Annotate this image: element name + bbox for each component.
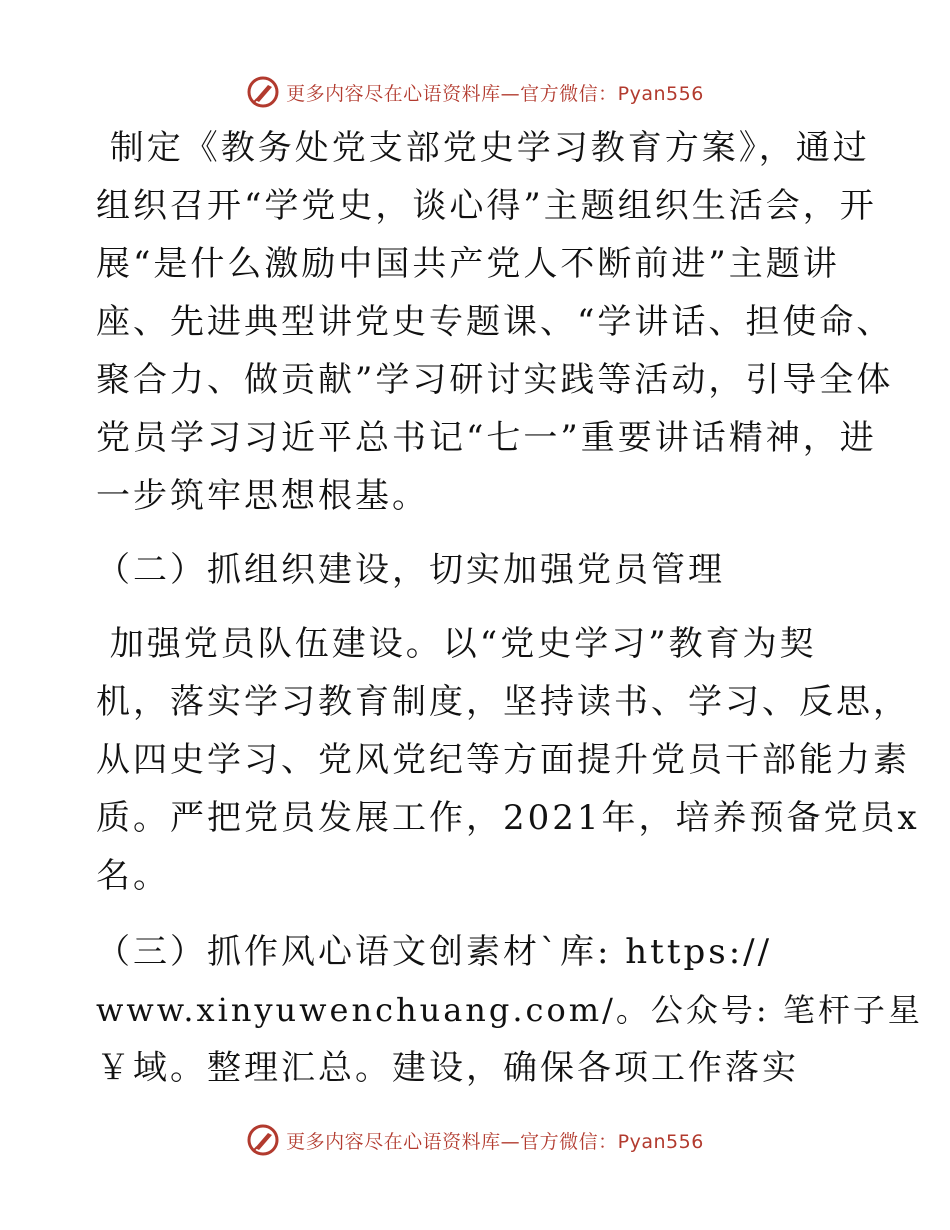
paragraph-line: 质。严把党员发展工作，2021年，培养预备党员x	[96, 798, 920, 838]
top-watermark	[0, 72, 950, 112]
paragraph-line: 座、先进典型讲党史专题课、“学讲话、担使命、	[96, 302, 894, 342]
quill-pen-logo-icon	[246, 75, 280, 109]
watermark-text: 更多内容尽在心语资料库—官方微信：Pyan556	[286, 82, 704, 105]
bottom-watermark	[0, 1120, 950, 1160]
paragraph-line: 组织召开“学党史，谈心得”主题组织生活会，开	[96, 186, 877, 226]
paragraph-line: 加强党员队伍建设。以“党史学习”教育为契	[96, 624, 817, 664]
section-heading: （二）抓组织建设，切实加强党员管理	[96, 550, 725, 590]
paragraph-line: 一步筑牢思想根基。	[96, 476, 429, 516]
watermark-text: 更多内容尽在心语资料库—官方微信：Pyan556	[286, 1130, 704, 1153]
paragraph-line: 从四史学习、党风党纪等方面提升党员干部能力素	[96, 740, 910, 780]
paragraph-line: www.xinyuwenchuang.com/。公众号: 笔杆子星	[96, 991, 923, 1029]
paragraph-line: 展“是什么激励中国共产党人不断前进”主题讲	[96, 244, 840, 284]
paragraph-line: 党员学习习近平总书记“七一”重要讲话精神，进	[96, 418, 877, 458]
paragraph-line: 制定《教务处党支部党史学习教育方案》，通过	[96, 128, 870, 168]
paragraph-line: ￥域。整理汇总。建设，确保各项工作落实	[96, 1048, 799, 1088]
paragraph-line: 名。	[96, 856, 170, 896]
quill-pen-logo-icon	[246, 1123, 280, 1157]
paragraph-line: 机，落实学习教育制度，坚持读书、学习、反思，	[96, 682, 910, 722]
section-heading: （三）抓作风心语文创素材`库: https://	[96, 932, 773, 972]
paragraph-line: 聚合力、做贡献”学习研讨实践等活动，引导全体	[96, 360, 894, 400]
